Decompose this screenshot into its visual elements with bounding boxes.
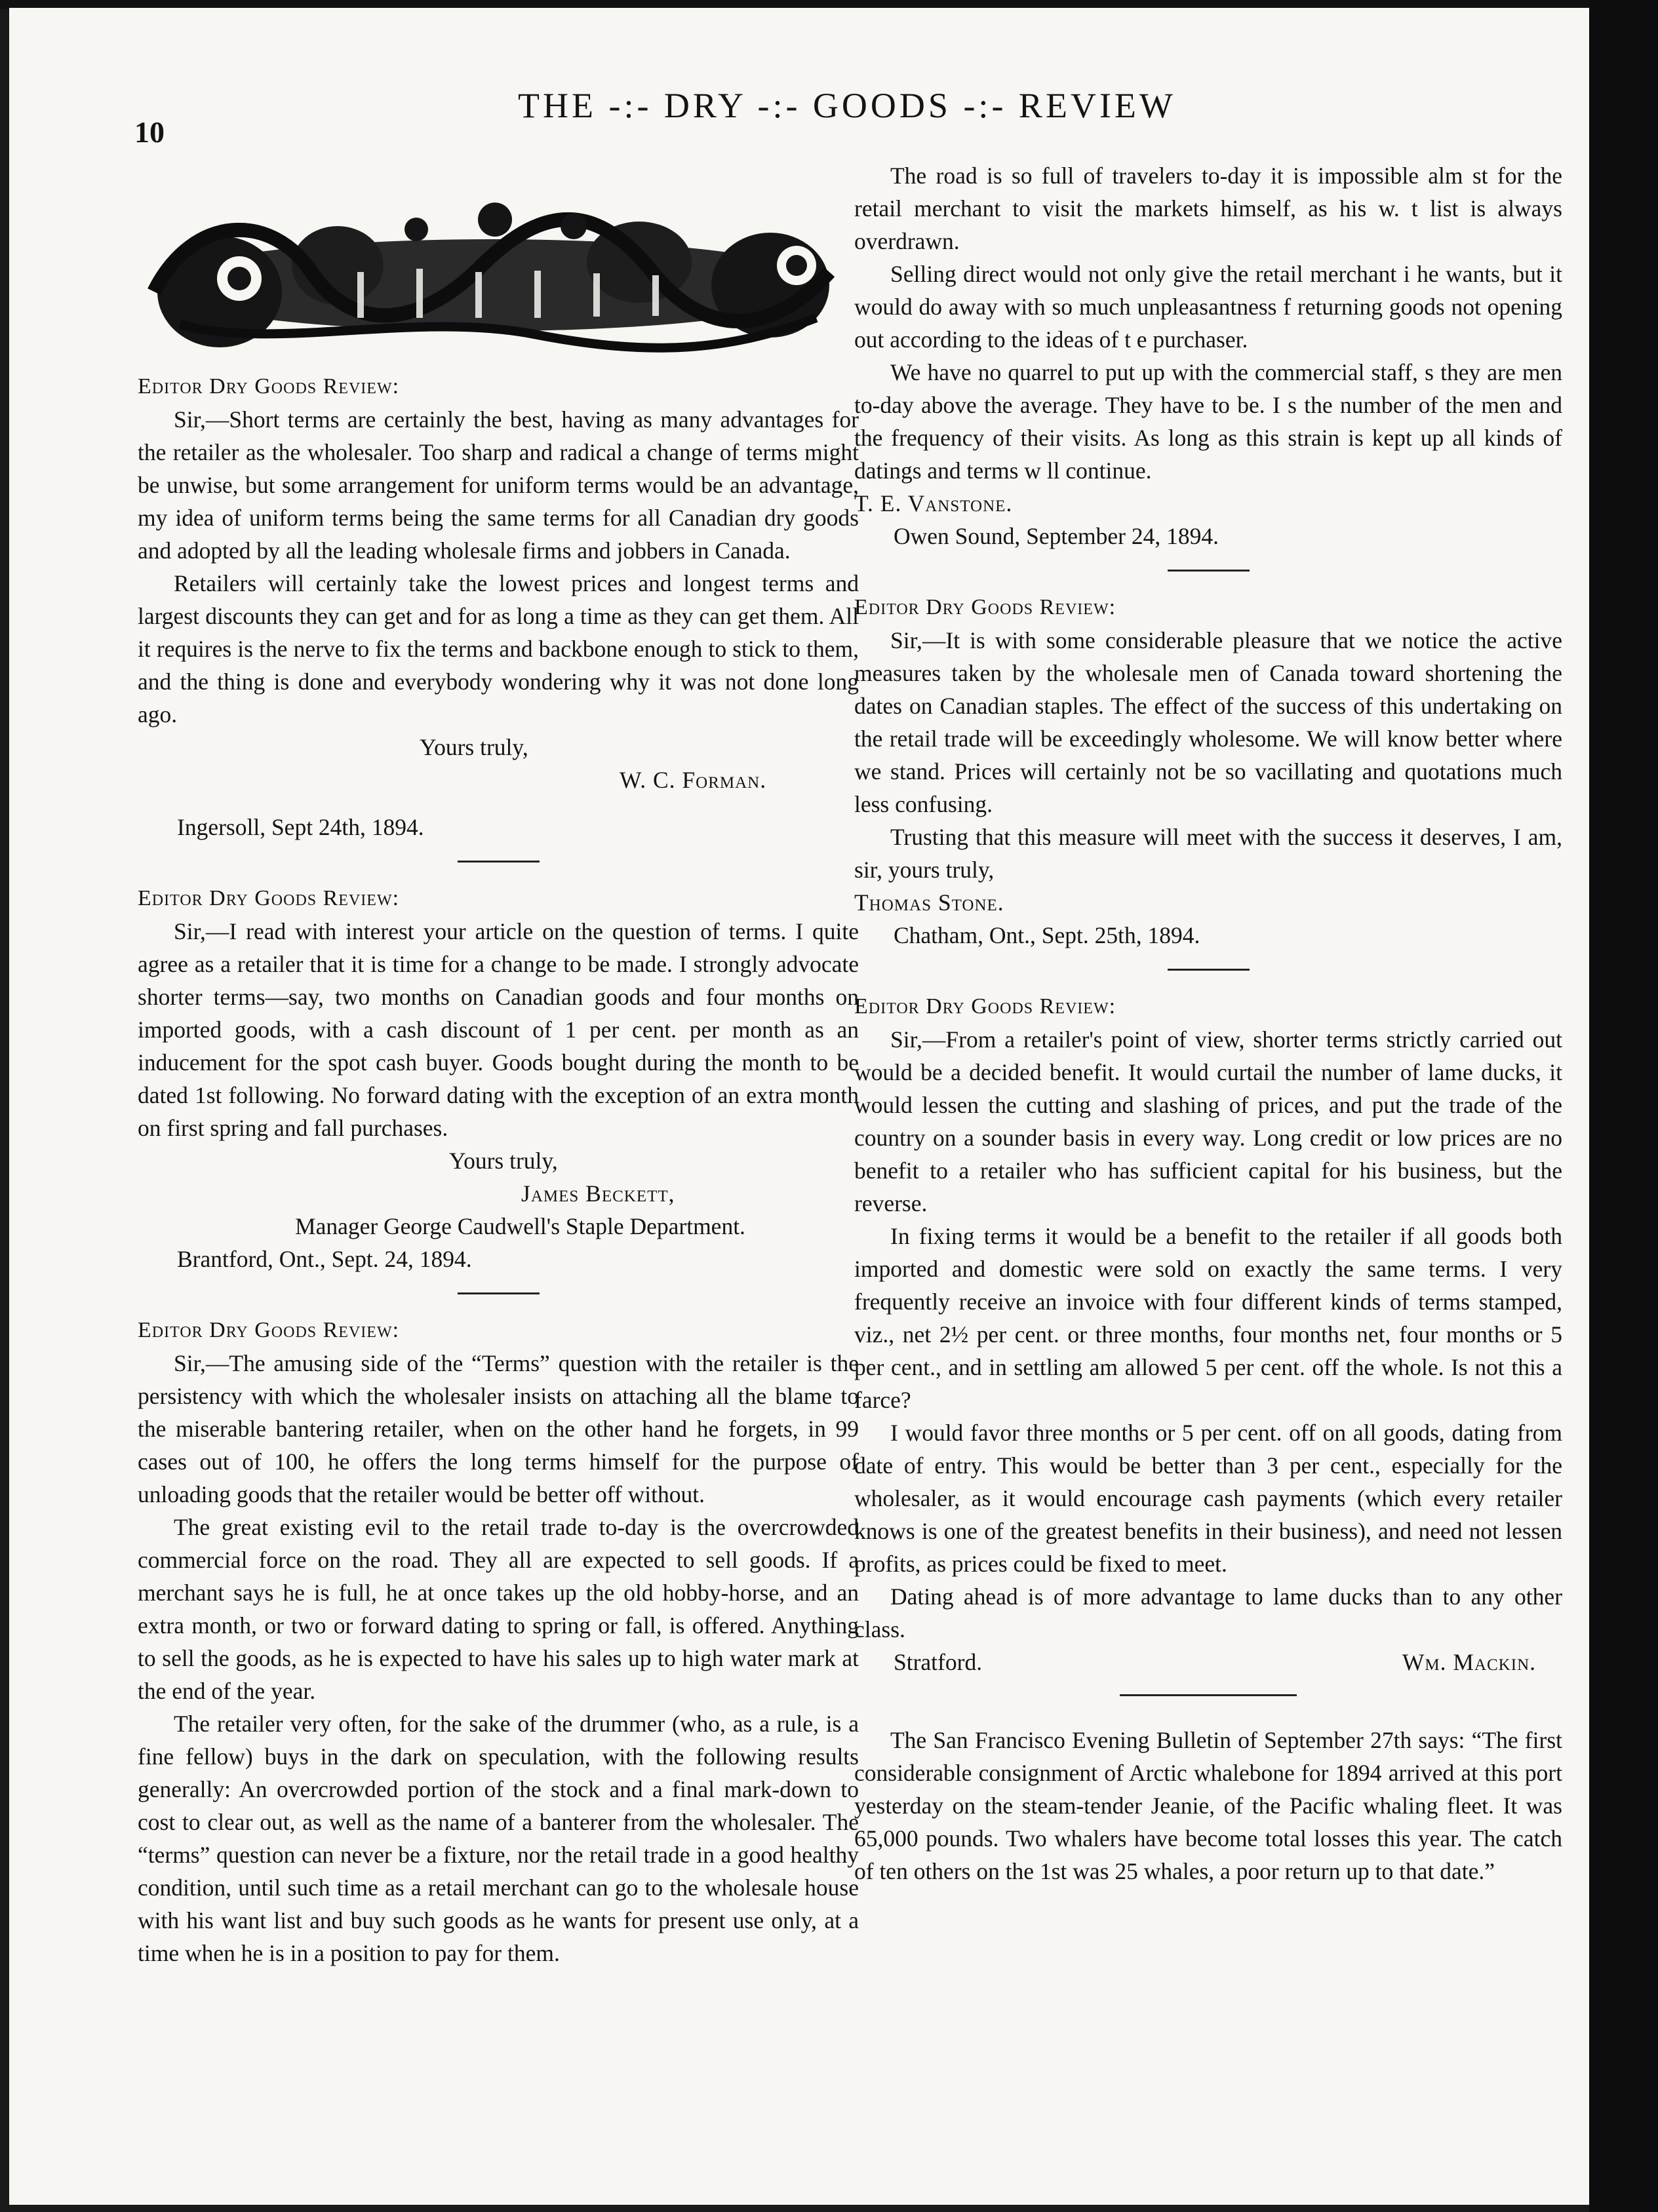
letter-5-place: Stratford. xyxy=(894,1649,983,1675)
letter-5-paragraph: I would favor three months or 5 per cent. off on all goods, dating from date of entry. This would be better than 3 per cent., especially for the wholesaler, as it would encourage cash payments (which every retailer knows is one of the greatest benefits in their business), and need not lessen profits, as prices could be fixed to meet. xyxy=(854,1420,1562,1577)
letter-4-paragraph: Trusting that this measure will meet with the success it deserves, I am, sir, yours truly, xyxy=(854,824,1562,883)
section-divider xyxy=(1168,969,1250,971)
news-item-paragraph: The San Francisco Evening Bulletin of September 27th says: “The first considerable consignment of Arctic whalebone for 1894 arrived at this port yesterday on the steam-tender Jeanie, of the Pacific whaling fleet. It was 65,000 pounds. Two whalers have become total losses this year. The catch of ten others on the 1st was 25 whales, a poor return up to that date.” xyxy=(854,1727,1562,1884)
section-divider xyxy=(458,861,540,863)
letter-2-place-date: Brantford, Ont., Sept. 24, 1894. xyxy=(177,1246,472,1272)
letter-4-signature: Thomas Stone. xyxy=(854,889,1004,916)
letter-3-paragraph: The great existing evil to the retail trade to-day is the overcrowded commercial force on the road. They all are expected to sell goods. If a merchant says he is full, he at once takes up the old hobby-horse, and an extra month, or two or forward dating to spring or fall, is offered. Anything to sell the goods, as he is expected to have his sales up to high water mark at the end of the year. xyxy=(138,1514,859,1704)
letter-5-signature: Wm. Mackin. xyxy=(1402,1649,1536,1675)
letter-3-continued-paragraph: We have no quarrel to put up with the commercial staff, s they are men to-day above the average. They have to be. I s the number of the men and the frequency of their visits. As long as this strain is kept up all kinds of datings and terms w ll continue. xyxy=(854,359,1562,484)
right-column xyxy=(854,159,1562,1888)
section-divider xyxy=(1168,570,1250,572)
letter-4-place-date: Chatham, Ont., Sept. 25th, 1894. xyxy=(894,922,1200,948)
letter-1-signature: W. C. Forman. xyxy=(620,767,767,793)
letter-3-continued-paragraph: The road is so full of travelers to-day it is impossible alm st for the retail merchant to visit the markets himself, as his w. t list is always overdrawn. xyxy=(854,163,1562,254)
scan-right-edge xyxy=(1589,0,1658,2212)
letter-4-salutation: Editor Dry Goods Review: xyxy=(854,595,1116,619)
letter-3-signature: T. E. Vanstone. xyxy=(854,490,1013,516)
letter-1-salutation: Editor Dry Goods Review: xyxy=(138,374,400,398)
letter-1-paragraph: Sir,—Short terms are certainly the best, having as many advantages for the retailer as the wholesaler. Too sharp and radical a change of terms might be unwise, but some arrangement for uniform terms would be an advantage, my idea of uniform terms being the same terms for all Canadian dry goods and adopted by all the leading wholesale firms and jobbers in Canada. xyxy=(138,406,859,564)
letter-2-signature: James Beckett, xyxy=(521,1180,675,1207)
section-divider xyxy=(1120,1694,1297,1696)
section-divider xyxy=(458,1292,540,1294)
left-column xyxy=(138,370,859,1969)
letter-2-title: Manager George Caudwell's Staple Department. xyxy=(295,1213,745,1239)
letter-5-salutation: Editor Dry Goods Review: xyxy=(854,994,1116,1019)
letter-1-place-date: Ingersoll, Sept 24th, 1894. xyxy=(177,814,424,840)
letter-1-paragraph: Retailers will certainly take the lowest prices and longest terms and largest discounts they can get and for as long a time as they can get them. All it requires is the nerve to fix the terms and backbone enough to stick to them, and the thing is done and everybody wondering why it was not done long ago. xyxy=(138,570,859,728)
letter-5-paragraph: In fixing terms it would be a benefit to the retailer if all goods both imported and domestic were sold on exactly the same terms. I very frequently receive an invoice with four different kinds of terms stamped, viz., net 2½ per cent. or three months, four months net, four months or 5 per cent., and in settling am allowed 5 per cent. off the whole. Is not this a farce? xyxy=(854,1223,1562,1413)
letter-4-paragraph: Sir,—It is with some considerable pleasure that we notice the active measures taken by the wholesale men of Canada toward shortening the dates on Canadian staples. The effect of the success of this undertaking on the retail trade will be exceedingly wholesome. We will know better where we stand. Prices will certainly not be so vacillating and quotations much less confusing. xyxy=(854,627,1562,817)
letter-3-place-date: Owen Sound, September 24, 1894. xyxy=(894,523,1219,549)
letter-5-paragraph: Sir,—From a retailer's point of view, shorter terms strictly carried out would be a decided benefit. It would curtail the number of lame ducks, it would lessen the cutting and slashing of prices, and put the trade of the country on a sounder basis in every way. Long credit or low prices are no benefit to a retailer who has sufficient capital for his business, but the reverse. xyxy=(854,1026,1562,1216)
letter-3-paragraph: Sir,—The amusing side of the “Terms” question with the retailer is the persistency with which the wholesaler insists on attaching all the blame to the miserable bantering retailer, when on the other hand he forgets, in 99 cases out of 100, he offers the long terms himself for the purpose of unloading goods that the retailer would be better off without. xyxy=(138,1350,859,1507)
letter-3-continued-paragraph: Selling direct would not only give the retail merchant i he wants, but it would do away with so much unpleasantness f returning goods not opening out according to the ideas of t e purchaser. xyxy=(854,261,1562,353)
letter-5-paragraph: Dating ahead is of more advantage to lame ducks than to any other class. xyxy=(854,1583,1562,1642)
letter-2-paragraph: Sir,—I read with interest your article on the question of terms. I quite agree as a retailer that it is time for a change to be made. I strongly advocate shorter terms—say, two months on Canadian goods and four months on imported goods, with a cash discount of 1 per cent. per month as an inducement for the spot cash buyer. Goods bought during the month to be dated 1st following. No forward dating with the exception of an extra month on first spring and fall purchases. xyxy=(138,918,859,1141)
letter-3-salutation: Editor Dry Goods Review: xyxy=(138,1318,400,1342)
running-head: THE -:- DRY -:- GOODS -:- REVIEW xyxy=(518,86,1176,125)
correspondence-banner-logo xyxy=(141,193,842,357)
letter-2-closing: Yours truly, xyxy=(449,1148,558,1174)
letter-3-paragraph: The retailer very often, for the sake of the drummer (who, as a rule, is a fine fellow) buys in the dark on speculation, with the following results generally: An overcrowded portion of the stock and a final mark-down to cost to clear out, as well as the name of a banterer from the wholesaler. The “terms” question can never be a fixture, nor the retail trade in a good healthy condition, until such time as a retail merchant can go to the wholesale house with his want list and buy such goods as he wants for present use only, at a time when he is in a position to pay for them. xyxy=(138,1711,859,1966)
letter-2-salutation: Editor Dry Goods Review: xyxy=(138,886,400,910)
letter-1-closing: Yours truly, xyxy=(420,734,528,760)
page-number: 10 xyxy=(134,115,165,149)
